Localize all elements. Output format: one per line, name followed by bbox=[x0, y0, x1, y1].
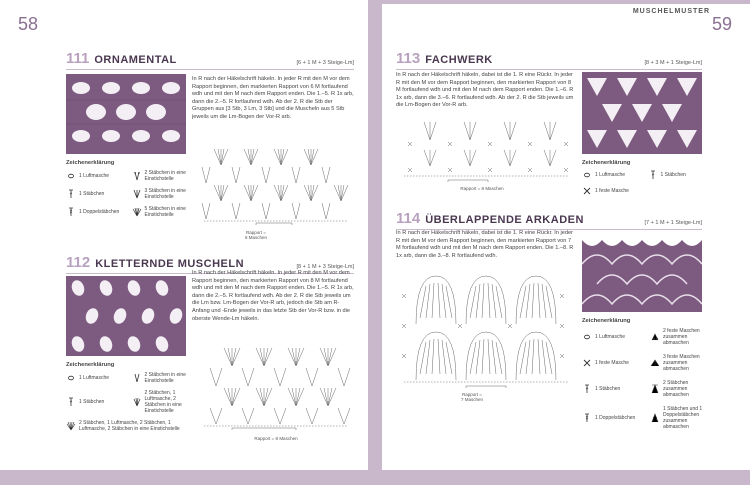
pattern-name: ORNAMENTAL bbox=[94, 54, 177, 66]
pattern-114-caption: Rapport = 7 Maschen bbox=[460, 392, 483, 402]
chain-stitch-icon bbox=[582, 332, 592, 342]
pattern-113-legend bbox=[582, 160, 707, 196]
legend-item: 3 Stäbchen in eine Einstichstelle bbox=[132, 188, 192, 200]
running-head-bar bbox=[382, 0, 750, 4]
legend-item: 2 Stäbchen, 1 Luftmasche, 2 Stäbchen in eine Einstichstelle bbox=[132, 390, 192, 414]
legend-item: 1 feste Masche bbox=[582, 186, 642, 196]
legend-item: 2 Stäbchen zusammen abmaschen bbox=[650, 380, 712, 398]
two-treble-icon bbox=[132, 171, 142, 181]
three-treble-icon bbox=[132, 189, 142, 199]
page-number-left: 58 bbox=[18, 14, 39, 34]
legend-item: 1 Stäbchen und 1 Doppelstäbchen zusammen abmaschen bbox=[650, 406, 712, 430]
pattern-112-caption: Rapport = 8 Maschen bbox=[254, 436, 298, 441]
pattern-111-title bbox=[66, 50, 354, 70]
pattern-113-photo bbox=[582, 72, 702, 154]
pattern-formula: [6 + 1 M + 3 Steige-Lm] bbox=[296, 60, 354, 66]
pattern-111-instructions: In R nach der Häkelschrift häkeln. In jeder R mit den M vor dem Rapport beginnen, den markierten Rapport von 6 M fortlaufend wdh und mit den M nach dem Rapport enden. Die 1.–5. R 1x arb, dann die 2.–5. R fortlaufend wdh. Ab der 2. R die Stb der Gruppen aus [3 Stb, 3 Lm, 3 Stb] und die Muscheln aus 5 Stb jeweils um die Lm-Bogen der Vor-R arb. bbox=[192, 76, 354, 120]
tr2tog-icon bbox=[650, 384, 660, 394]
pattern-114-crochet-chart bbox=[396, 262, 576, 390]
legend-item: 1 Luftmasche bbox=[66, 170, 126, 182]
single-crochet-icon bbox=[582, 358, 592, 368]
pattern-number: 114 bbox=[396, 210, 421, 227]
pattern-number: 111 bbox=[66, 50, 90, 67]
double-treble-icon bbox=[66, 207, 76, 217]
pattern-name: FACHWERK bbox=[425, 54, 493, 66]
legend-item: 1 Luftmasche bbox=[582, 328, 644, 346]
pattern-111-legend bbox=[66, 160, 191, 218]
pattern-112-legend bbox=[66, 362, 191, 432]
pattern-113-instructions: In R nach der Häkelschrift häkeln, dabei ist die 1. R eine Rückr. In jeder R mit den M vor dem Rapport beginnen, den markierten Rapport von 8 M fortlaufend wdh und mit den M nach dem Rapport enden. Die 1.–6. R 1x arb, dann die 3.–6. R fortlaufend wdh. Ab der 2. R die Stb jeweils um die Lm-Bogen der Vor-R arb. bbox=[396, 72, 574, 109]
legend-title: Zeichenerklärung bbox=[582, 160, 631, 166]
pattern-111-photo bbox=[66, 74, 186, 154]
single-crochet-icon bbox=[582, 186, 592, 196]
pattern-name: ÜBERLAPPENDE ARKADEN bbox=[425, 214, 584, 226]
two-treble-icon bbox=[132, 373, 142, 383]
treble-icon bbox=[582, 384, 592, 394]
five-treble-icon bbox=[132, 207, 142, 217]
treble-icon bbox=[66, 189, 76, 199]
left-page bbox=[0, 0, 368, 470]
pattern-113-caption: Rapport = 8 Maschen bbox=[460, 186, 504, 191]
treble-icon bbox=[648, 170, 658, 180]
pattern-number: 113 bbox=[396, 50, 421, 67]
legend-item: 1 Luftmasche bbox=[582, 170, 642, 180]
legend-item: 2 Stäbchen in eine Einstichstelle bbox=[132, 170, 192, 182]
legend-item: 2 Stäbchen, 1 Luftmasche, 2 Stäbchen, 1 Luftmasche, 2 Stäbchen in eine Einstichstelle bbox=[66, 420, 191, 432]
sc3tog-icon bbox=[650, 358, 660, 368]
chain-stitch-icon bbox=[66, 373, 76, 383]
pattern-113-crochet-chart bbox=[396, 110, 576, 184]
pattern-name: KLETTERNDE MUSCHELN bbox=[95, 258, 245, 270]
legend-item: 1 Stäbchen bbox=[66, 390, 126, 414]
treble-icon bbox=[66, 397, 76, 407]
chain-stitch-icon bbox=[66, 171, 76, 181]
legend-item: 1 Stäbchen bbox=[582, 380, 644, 398]
legend-item: 1 feste Masche bbox=[582, 354, 644, 372]
legend-item: 1 Doppelstäbchen bbox=[66, 206, 126, 218]
legend-item: 5 Stäbchen in eine Einstichstelle bbox=[132, 206, 192, 218]
legend-item: 1 Stäbchen bbox=[648, 170, 708, 180]
shell-small-icon bbox=[132, 397, 142, 407]
pattern-113-title bbox=[396, 50, 702, 70]
sc2tog-icon bbox=[650, 332, 660, 342]
legend-item: 1 Stäbchen bbox=[66, 188, 126, 200]
legend-item: 2 Stäbchen in eine Einstichstelle bbox=[132, 372, 192, 384]
pattern-formula: [8 + 3 M + 1 Steige-Lm] bbox=[644, 60, 702, 66]
running-head: MUSCHELMUSTER bbox=[632, 8, 710, 15]
legend-title: Zeichenerklärung bbox=[582, 318, 631, 324]
pattern-formula: [7 + 1 M + 1 Steige-Lm] bbox=[644, 220, 702, 226]
page-number-right: 59 bbox=[711, 14, 732, 34]
pattern-number: 112 bbox=[66, 254, 91, 271]
pattern-114-title bbox=[396, 210, 702, 230]
pattern-114-legend bbox=[582, 318, 712, 430]
shell-large-icon bbox=[66, 421, 76, 431]
pattern-112-crochet-chart bbox=[196, 340, 356, 432]
pattern-111-caption: Rapport = 6 Maschen bbox=[244, 230, 267, 240]
legend-title: Zeichenerklärung bbox=[66, 160, 115, 166]
pattern-112-instructions: In R nach der Häkelschrift häkeln. In jeder R mit den M vor dem Rapport beginnen, den markierten Rapport von 8 M fortlaufend wdh und mit den M nach dem Rapport enden. Die 1.–5. R 1x arb, dann die 2.–5. R fortlaufend wdh. Ab der 2. R die Stb jeweils um die Lm bzw. Lm-Bogen der Vor-R arb, jedoch die Stb am R-Anfang und -Ende jeweils in das letzte Stb der Vor-R bzw. in die oberste Wende-Lm häkeln. bbox=[192, 270, 354, 322]
legend-item: 1 Luftmasche bbox=[66, 372, 126, 384]
tr-dtr-tog-icon bbox=[650, 413, 660, 423]
pattern-111-crochet-chart bbox=[196, 145, 356, 227]
legend-title: Zeichenerklärung bbox=[66, 362, 115, 368]
double-treble-icon bbox=[582, 413, 592, 423]
pattern-112-photo bbox=[66, 276, 186, 356]
pattern-114-instructions: In R nach der Häkelschrift häkeln, dabei ist die 1. R eine Rückr. In jeder R mit den M vor dem Rapport beginnen, den markierten Rapport von 7 M fortlaufend wdh und mit den M nach dem Rapport enden. Die 1.–8. R 1x arb, dann die 3.–8. R fortlaufend wdh. bbox=[396, 230, 574, 259]
legend-item: 2 feste Maschen zusammen abmaschen bbox=[650, 328, 712, 346]
legend-item: 3 feste Maschen zusammen abmaschen bbox=[650, 354, 712, 372]
legend-item: 1 Doppelstäbchen bbox=[582, 406, 644, 430]
chain-stitch-icon bbox=[582, 170, 592, 180]
right-page bbox=[382, 0, 750, 470]
pattern-114-photo bbox=[582, 234, 702, 312]
pattern-formula: [8 + 1 M + 3 Steige-Lm] bbox=[296, 264, 354, 270]
